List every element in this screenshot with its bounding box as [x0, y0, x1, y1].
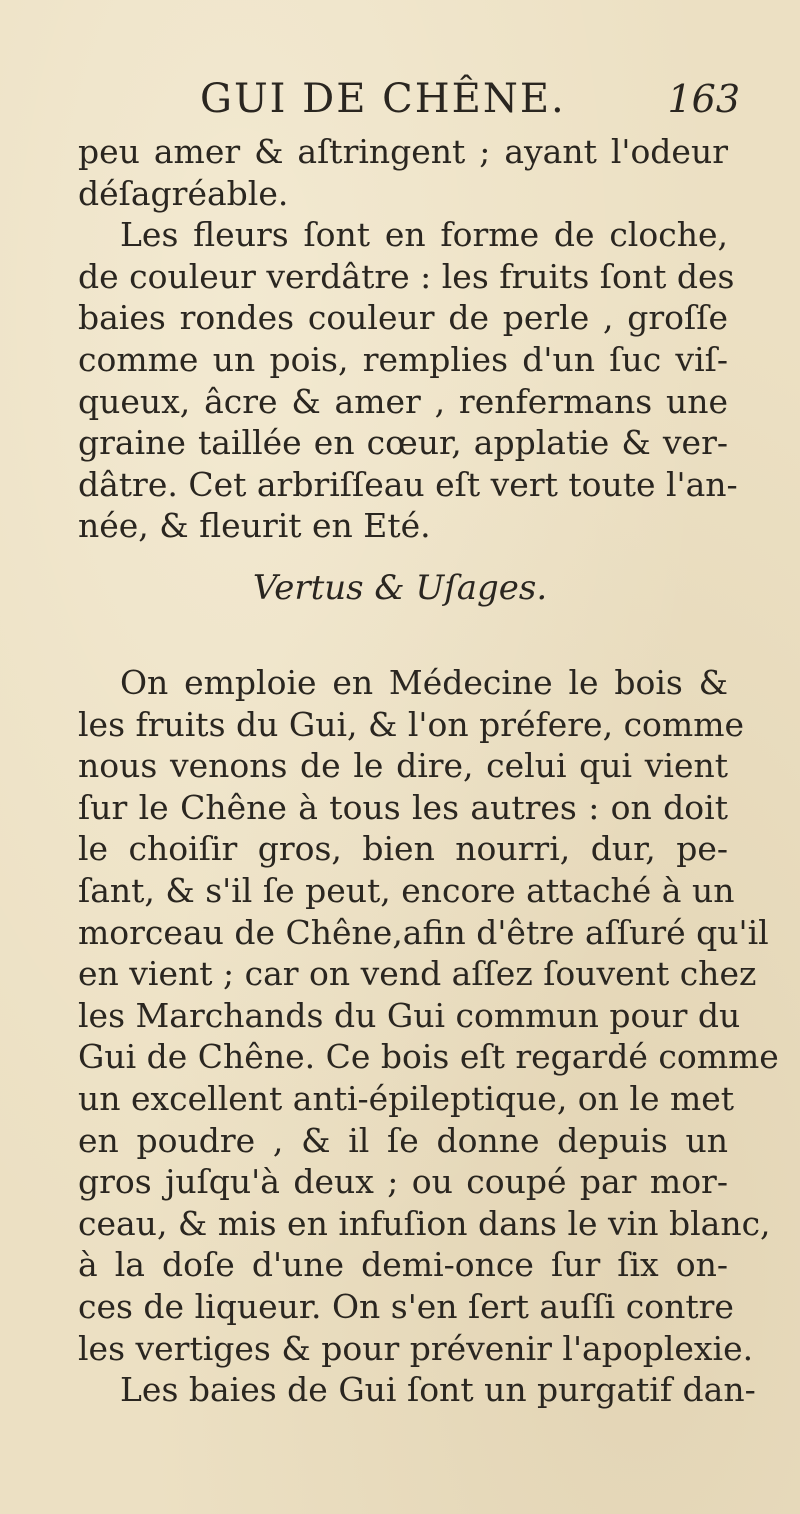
uses-paragraph [78, 662, 779, 1411]
text-line: en vient ; car on vend aſſez ſouvent chez [78, 954, 757, 994]
description-paragraph [78, 131, 738, 547]
text-line: dâtre. Cet arbriſſeau eſt vert toute l'an- [78, 464, 738, 504]
text-line: queux, âcre & amer , renfermans une [78, 381, 728, 421]
text-line: comme un pois, remplies d'un ſuc viſ- [78, 339, 728, 379]
text-line: ces de liqueur. On s'en ſert auſſi contre [78, 1286, 734, 1326]
text-line: graine taillée en cœur, applatie & ver- [78, 423, 728, 463]
text-line: à la doſe d'une demi-once ſur ſix on- [78, 1245, 728, 1285]
text-line: un excellent anti-épileptique, on le met [78, 1078, 735, 1118]
text-line: On emploie en Médecine le bois & [120, 663, 728, 702]
text-line: ceau, & mis en infuſion dans le vin blanc, [78, 1203, 771, 1243]
section-heading: Vertus & Uſages. [252, 568, 548, 608]
text-line: ſant, & s'il ſe peut, encore attaché à un [78, 870, 735, 910]
text-line: le choiſir gros, bien nourri, dur, pe- [78, 829, 728, 869]
text-line: morceau de Chêne,afin d'être aſſuré qu'il [78, 912, 769, 952]
page-number: 163 [667, 77, 740, 121]
text-line: Gui de Chêne. Ce bois eſt regardé comme [78, 1037, 779, 1077]
text-line: les vertiges & pour prévenir l'apoplexie. [78, 1328, 754, 1368]
text-line: déſagréable. [78, 173, 289, 213]
text-line: les Marchands du Gui commun pour du [78, 995, 741, 1035]
text-line: ſur le Chêne à tous les autres : on doit [78, 787, 728, 827]
text-line: baies rondes couleur de perle , groſſe [78, 298, 728, 338]
text-line: de couleur verdâtre : les fruits ſont des [78, 256, 735, 296]
text-line: gros juſqu'à deux ; ou coupé par mor- [78, 1162, 728, 1202]
running-title: GUI DE CHÊNE. [200, 76, 566, 122]
text-line: née, & fleurit en Eté. [78, 506, 431, 546]
page-header [200, 76, 740, 128]
text-line: les fruits du Gui, & l'on préfere, comme [78, 704, 745, 744]
text-line: Les fleurs ſont en forme de cloche, [120, 215, 728, 255]
text-line: peu amer & aſtringent ; ayant l'odeur [78, 132, 728, 171]
text-line: en poudre , & il ſe donne depuis un [78, 1120, 728, 1160]
text-line: Les baies de Gui ſont un purgatif dan- [120, 1370, 756, 1410]
text-line: nous venons de le dire, celui qui vient [78, 746, 728, 786]
